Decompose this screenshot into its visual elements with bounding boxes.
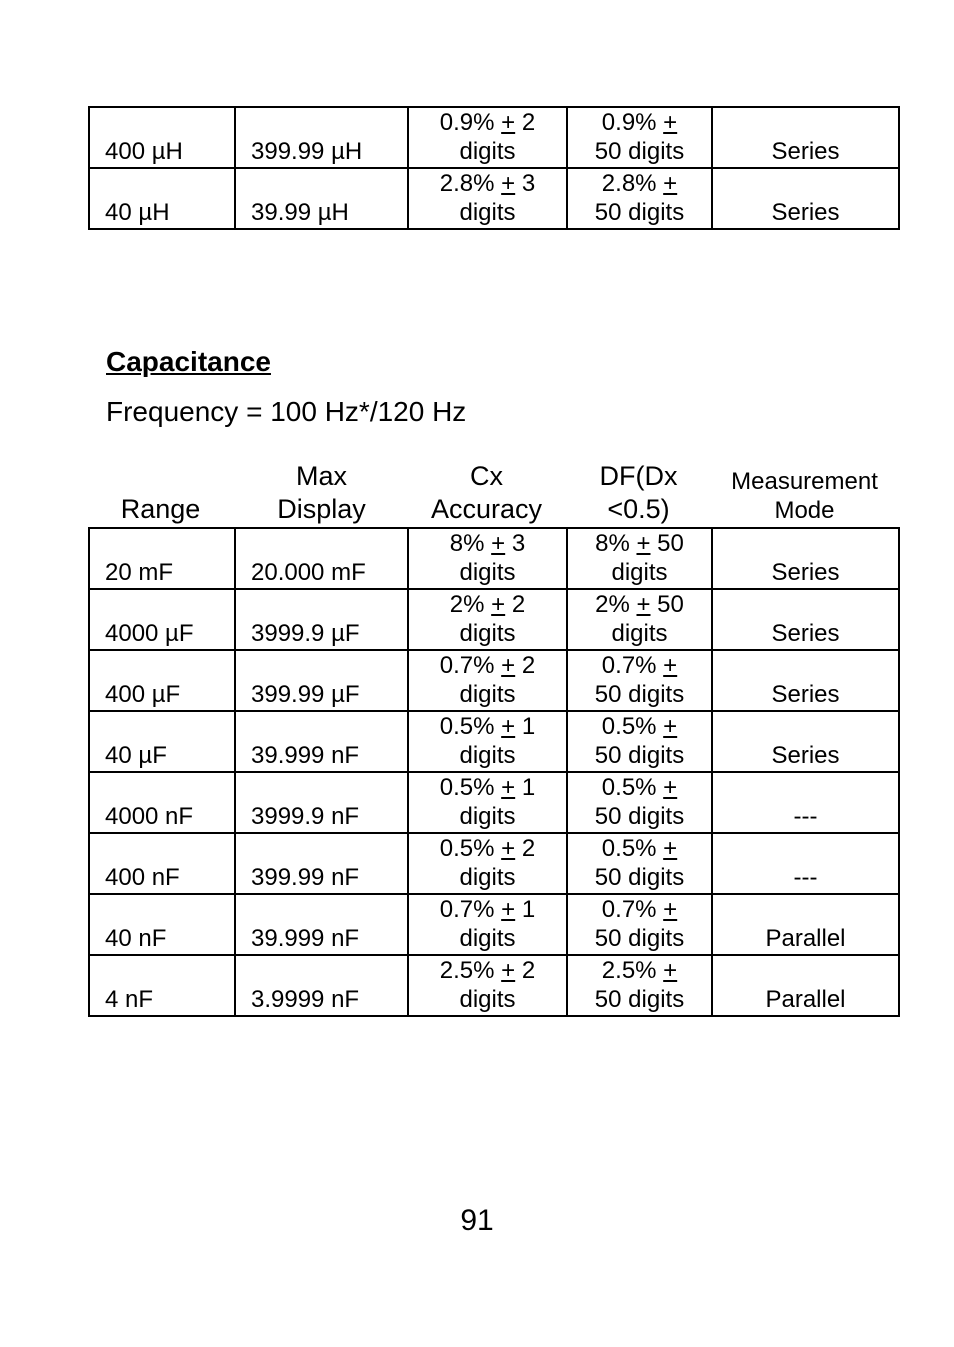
plus-minus-sign: + — [636, 591, 651, 618]
cx-accuracy-cell: 0.7% + 1 digits — [408, 894, 567, 955]
section-title: Capacitance — [106, 346, 271, 377]
plus-minus-sign: + — [501, 713, 516, 740]
cx-accuracy-cell: 0.7% + 2 digits — [408, 650, 567, 711]
range-cell: 4000 nF — [89, 772, 235, 833]
measurement-mode-cell: --- — [712, 772, 899, 833]
table-row — [89, 589, 899, 650]
max-display-cell: 39.999 nF — [235, 894, 408, 955]
cx-accuracy-cell: 0.9% + 2 digits — [408, 107, 567, 168]
range-cell: 40 µH — [89, 168, 235, 229]
range-cell: 400 nF — [89, 833, 235, 894]
measurement-mode-cell: Series — [712, 528, 899, 589]
table-row — [89, 711, 899, 772]
plus-minus-sign: + — [663, 713, 678, 740]
plus-minus-sign: + — [663, 652, 678, 679]
header-cx-accuracy: Cx Accuracy — [430, 461, 543, 524]
plus-minus-sign: + — [636, 530, 651, 557]
measurement-mode-cell: Series — [712, 168, 899, 229]
df-cell: 2.5% + 50 digits — [567, 955, 712, 1016]
plus-minus-sign: + — [501, 957, 516, 984]
cx-accuracy-cell: 0.5% + 2 digits — [408, 833, 567, 894]
df-cell: 8% + 50 digits — [567, 528, 712, 589]
inductance-spec-table — [88, 106, 900, 230]
max-display-cell: 3.9999 nF — [235, 955, 408, 1016]
max-display-cell: 399.99 µH — [235, 107, 408, 168]
plus-minus-sign: + — [501, 774, 516, 801]
df-cell: 2% + 50 digits — [567, 589, 712, 650]
range-cell: 20 mF — [89, 528, 235, 589]
table-row — [89, 894, 899, 955]
cx-accuracy-cell: 2% + 2 digits — [408, 589, 567, 650]
cx-accuracy-cell: 2.5% + 2 digits — [408, 955, 567, 1016]
max-display-cell: 39.99 µH — [235, 168, 408, 229]
table-row — [89, 107, 899, 168]
plus-minus-sign: + — [663, 896, 678, 923]
df-cell: 0.9% + 50 digits — [567, 107, 712, 168]
max-display-cell: 3999.9 nF — [235, 772, 408, 833]
max-display-cell: 399.99 µF — [235, 650, 408, 711]
cx-accuracy-cell: 0.5% + 1 digits — [408, 772, 567, 833]
plus-minus-sign: + — [663, 957, 678, 984]
measurement-mode-cell: Parallel — [712, 894, 899, 955]
df-cell: 0.5% + 50 digits — [567, 833, 712, 894]
plus-minus-sign: + — [491, 530, 506, 557]
range-cell: 400 µH — [89, 107, 235, 168]
range-cell: 400 µF — [89, 650, 235, 711]
max-display-cell: 3999.9 µF — [235, 589, 408, 650]
df-cell: 2.8% + 50 digits — [567, 168, 712, 229]
page-number: 91 — [460, 1204, 494, 1237]
max-display-cell: 39.999 nF — [235, 711, 408, 772]
range-cell: 4 nF — [89, 955, 235, 1016]
header-df: DF(Dx <0.5) — [599, 461, 678, 524]
df-cell: 0.5% + 50 digits — [567, 772, 712, 833]
max-display-cell: 399.99 nF — [235, 833, 408, 894]
table-row — [89, 650, 899, 711]
table-row — [89, 168, 899, 229]
measurement-mode-cell: Parallel — [712, 955, 899, 1016]
plus-minus-sign: + — [491, 591, 506, 618]
df-cell: 0.7% + 50 digits — [567, 894, 712, 955]
cx-accuracy-cell: 8% + 3 digits — [408, 528, 567, 589]
plus-minus-sign: + — [501, 170, 516, 197]
measurement-mode-cell: Series — [712, 711, 899, 772]
measurement-mode-cell: Series — [712, 589, 899, 650]
cx-accuracy-cell: 0.5% + 1 digits — [408, 711, 567, 772]
plus-minus-sign: + — [663, 109, 678, 136]
plus-minus-sign: + — [663, 170, 678, 197]
table-row — [89, 528, 899, 589]
header-measurement-mode: Measurement Mode — [731, 468, 878, 524]
table-row — [89, 955, 899, 1016]
frequency-note: Frequency = 100 Hz*/120 Hz — [106, 396, 467, 427]
measurement-mode-cell: Series — [712, 650, 899, 711]
df-cell: 0.7% + 50 digits — [567, 650, 712, 711]
df-cell: 0.5% + 50 digits — [567, 711, 712, 772]
plus-minus-sign: + — [501, 835, 516, 862]
max-display-cell: 20.000 mF — [235, 528, 408, 589]
plus-minus-sign: + — [501, 109, 516, 136]
range-cell: 40 µF — [89, 711, 235, 772]
plus-minus-sign: + — [663, 835, 678, 862]
measurement-mode-cell: --- — [712, 833, 899, 894]
plus-minus-sign: + — [501, 652, 516, 679]
table-row — [89, 833, 899, 894]
table-row — [89, 772, 899, 833]
measurement-mode-cell: Series — [712, 107, 899, 168]
plus-minus-sign: + — [663, 774, 678, 801]
range-cell: 40 nF — [89, 894, 235, 955]
capacitance-spec-table — [88, 527, 900, 1017]
plus-minus-sign: + — [501, 896, 516, 923]
header-max-display: Max Display — [277, 461, 366, 524]
cx-accuracy-cell: 2.8% + 3 digits — [408, 168, 567, 229]
range-cell: 4000 µF — [89, 589, 235, 650]
header-range: Range — [120, 494, 201, 524]
